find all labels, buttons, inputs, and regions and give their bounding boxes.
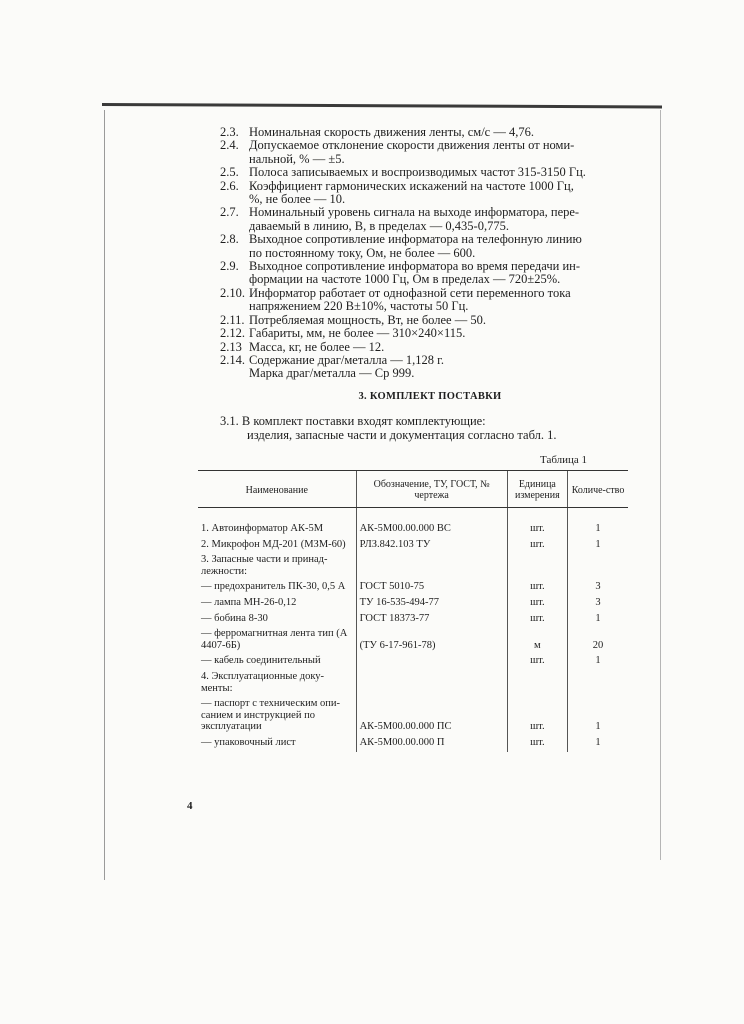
- spec-2-10: 2.10. Информатор работает от однофазной сети переменного тока напряжением 220 В±10%, частоты 50 Гц.: [220, 285, 571, 314]
- table-row: — паспорт с техническим опи-санием и инструкцией по эксплуатации АК-5М00.00.000 ПС шт. 1: [198, 697, 628, 736]
- table-header-row: [198, 471, 628, 508]
- spec-2-6: 2.6. Коэффициент гармонических искажений на частоте 1000 Гц, %, не более — 10.: [220, 178, 574, 207]
- spec-2-4: 2.4. Допускаемое отклонение скорости движения ленты от номи- нальной, % — ±5.: [220, 138, 575, 166]
- intro-line-2: изделия, запасные части и документация согласно табл. 1.: [247, 428, 557, 442]
- section-title: 3. КОМПЛЕКТ ПОСТАВКИ: [358, 391, 502, 402]
- spec-2-11: 2.11. Потребляемая мощность, Вт, не более — 50.: [220, 312, 486, 327]
- table-row: 1. Автоинформатор АК-5М АК-5М00.00.000 ВС шт. 1: [198, 522, 628, 538]
- table-row: — кабель соединительный шт. 1: [198, 654, 628, 670]
- spec-2-12: 2.12. Габариты, мм, не более — 310×240×115.: [220, 326, 466, 341]
- table-row: 2. Микрофон МД-201 (МЗМ-60) РЛЗ.842.103 ТУ шт. 1: [198, 538, 628, 554]
- page-left-shadow: [104, 110, 105, 880]
- spec-2-7: 2.7. Номинальный уровень сигнала на выходе информатора, пере- даваемый в линию, В, в пределах — 0,435-0,775.: [220, 205, 580, 233]
- specifications-list: [220, 126, 640, 381]
- table-row: — ферромагнитная лента тип (А 4407-6Б) (ТУ 6-17-961-78) м 20: [198, 627, 628, 654]
- table-caption: Таблица 1: [540, 454, 588, 466]
- supply-intro: [220, 414, 640, 442]
- page-top-edge-line: [102, 103, 662, 108]
- table-row: — бобина 8-30 ГОСТ 18373-77 шт. 1: [198, 612, 628, 628]
- table-row: 3. Запасные части и принад-лежности:: [198, 553, 628, 580]
- table-row: 4. Эксплуатационные доку-менты:: [198, 670, 628, 697]
- spec-2-9: 2.9. Выходное сопротивление информатора во время передачи ин- формации на частоте 1000 Гц, Ом в пределах — 720±25%.: [220, 259, 580, 287]
- intro-line-1: 3.1. В комплект поставки входят комплектующие:: [220, 414, 486, 428]
- page-right-shadow: [660, 110, 661, 860]
- spec-2-3: 2.3. Номинальная скорость движения ленты, см/с — 4,76.: [220, 125, 534, 139]
- table-row: — предохранитель ПК-30, 0,5 А ГОСТ 5010-75 шт. 3: [198, 580, 628, 596]
- page-number: 4: [187, 800, 193, 812]
- spec-2-13: 2.13 Масса, кг, не более — 12.: [220, 339, 385, 354]
- table-row: — упаковочный лист АК-5М00.00.000 П шт. 1: [198, 736, 628, 752]
- header-qty: Количе-ство: [568, 471, 628, 508]
- table-row: — лампа МН-26-0,12 ТУ 16-535-494-77 шт. 3: [198, 596, 628, 612]
- header-code: Обозначение, ТУ, ГОСТ, № чертежа: [356, 471, 507, 508]
- supply-table: [198, 470, 628, 752]
- metal-brand-line: Марка драг/металла — Ср 999.: [249, 366, 415, 381]
- header-name: Наименование: [198, 471, 356, 508]
- spec-2-14: 2.14. Содержание драг/металла — 1,128 г.: [220, 352, 444, 367]
- spec-2-5: 2.5. Полоса записываемых и воспроизводимых частот 315-3150 Гц.: [220, 165, 586, 180]
- header-unit: Единица измерения: [507, 471, 567, 508]
- spec-2-8: 2.8. Выходное сопротивление информатора на телефонную линию по постоянному току, Ом, не более — 600.: [220, 232, 582, 260]
